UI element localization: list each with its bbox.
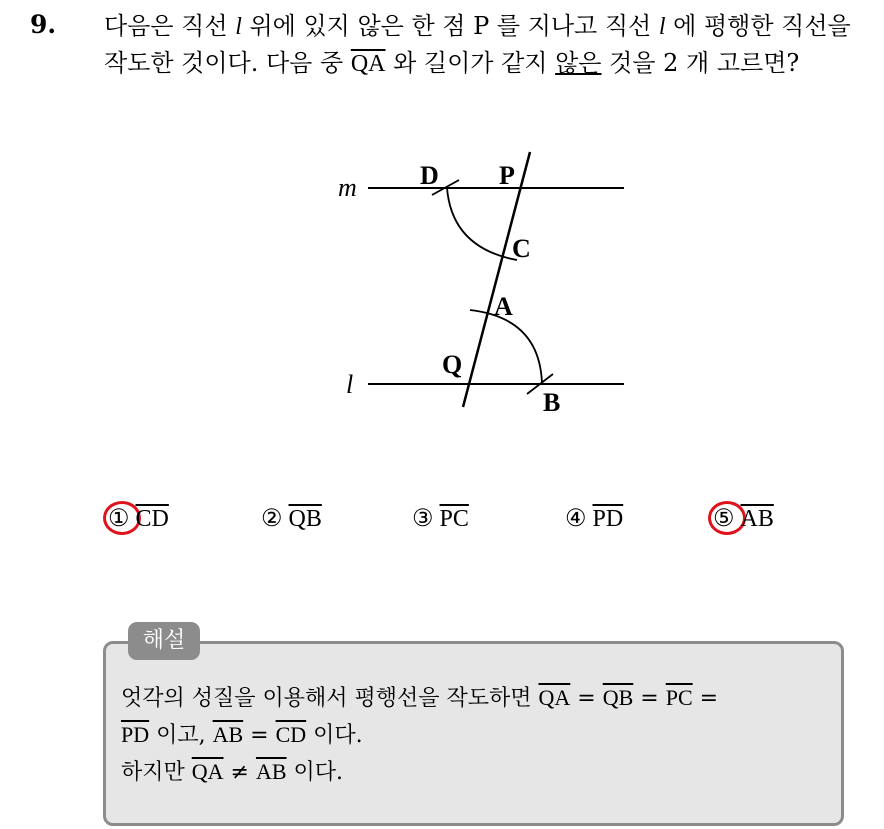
label-d: D: [420, 161, 439, 190]
solution-line-3: [121, 754, 837, 791]
choice-number: ④: [565, 504, 587, 532]
label-q: Q: [442, 350, 463, 379]
solution-line-2: [121, 717, 837, 754]
question-text-part: 다음은 직선: [104, 12, 236, 40]
choice-segment: $\overline{PD}$: [592, 506, 624, 532]
label-b: B: [543, 388, 561, 417]
choice-segment: $\overline{QB}$: [288, 506, 322, 532]
label-a: A: [494, 292, 513, 321]
choice-3[interactable]: [412, 503, 469, 533]
segment-cd: $\overline{CD}$: [275, 722, 307, 747]
transversal-line: [463, 152, 530, 407]
segment-qa: $\overline{QA}$: [191, 759, 224, 784]
segment-pd: $\overline{PD}$: [121, 722, 150, 747]
choice-number: ②: [261, 504, 283, 532]
question-text-part: 것을 2 개 고르면?: [601, 49, 800, 77]
arc-lower: [470, 310, 542, 384]
solution-text-part: 이고,: [149, 723, 213, 748]
question-text-part: 와 길이가 같지: [385, 49, 556, 77]
choice-5[interactable]: [713, 503, 774, 533]
choice-number: ⑤: [713, 504, 735, 532]
question-text-part: 위에 있지 않은 한 점 P 를 지나고 직선: [241, 12, 659, 40]
question-number: 9.: [30, 10, 57, 39]
segment-ab: $\overline{AB}$: [255, 759, 287, 784]
solution-text: [121, 680, 837, 791]
equals-sign: =: [692, 686, 719, 711]
segment-qa: $\overline{QA}$: [538, 685, 571, 710]
solution-line-1: [121, 680, 837, 717]
arc-upper: [447, 188, 517, 260]
solution-text-part: 이다.: [306, 723, 363, 748]
label-p: P: [499, 161, 515, 190]
solution-text-part: 하지만: [121, 760, 192, 785]
choice-2[interactable]: [261, 503, 322, 533]
label-m: m: [338, 173, 357, 202]
choice-segment: $\overline{PC}$: [439, 506, 469, 532]
equals-sign: =: [243, 723, 276, 748]
solution-text-part: 엇각의 성질을 이용해서 평행선을 작도하면: [121, 686, 539, 711]
solution-text-part: 이다.: [286, 760, 344, 785]
not-equal-sign: ≠: [223, 760, 256, 785]
choice-4[interactable]: [565, 503, 623, 533]
answer-choices: [108, 503, 848, 543]
line-l-symbol: l: [658, 14, 666, 40]
choice-number: ③: [412, 504, 434, 532]
line-l-symbol: l: [235, 14, 242, 40]
choice-segment: $\overline{AB}$: [740, 506, 774, 532]
question-text-part: 에 평행한 직선을 작도한 것이다. 다음 중: [104, 12, 851, 77]
label-c: C: [512, 234, 531, 263]
segment-ab: $\overline{AB}$: [212, 722, 244, 747]
label-l: l: [346, 370, 354, 399]
segment-pc: $\overline{PC}$: [665, 685, 693, 710]
choice-1[interactable]: [108, 503, 169, 533]
solution-tag: 해설: [128, 622, 200, 660]
choice-segment: $\overline{CD}$: [135, 506, 169, 532]
segment-qa: $\overline{QA}$: [350, 51, 386, 77]
underlined-word: 않은: [555, 49, 602, 77]
choice-number: ①: [108, 504, 130, 532]
segment-qb: $\overline{QB}$: [602, 685, 634, 710]
equals-sign: =: [633, 686, 666, 711]
equals-sign: =: [570, 686, 603, 711]
